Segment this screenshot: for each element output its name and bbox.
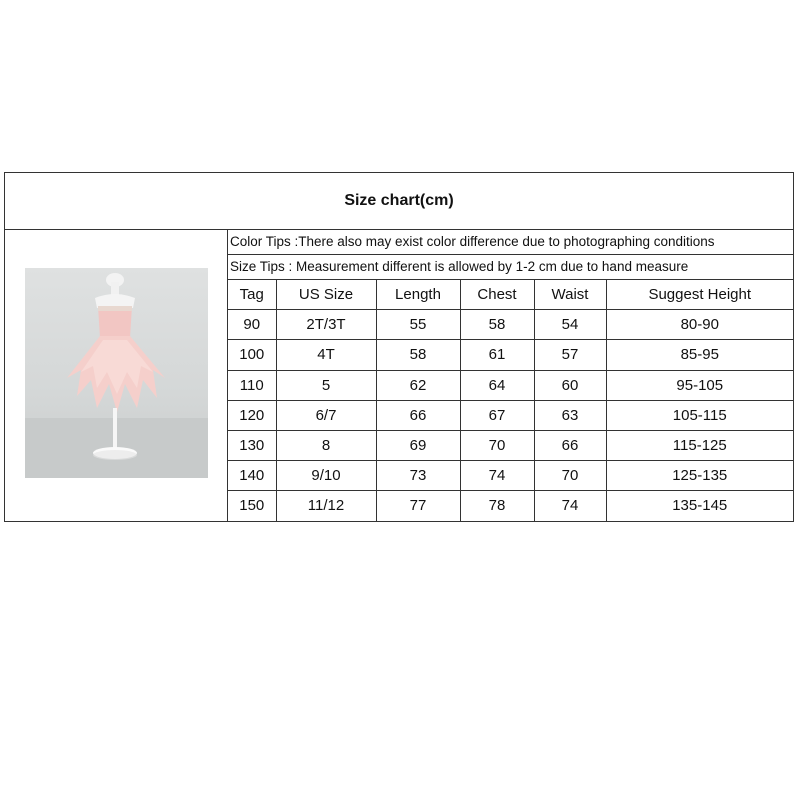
cell-suggest-height: 85-95	[606, 340, 793, 370]
cell-chest: 58	[460, 310, 534, 340]
cell-length: 69	[376, 430, 460, 460]
size-chart-sheet	[4, 172, 794, 522]
cell-waist: 63	[534, 400, 606, 430]
cell-length: 55	[376, 310, 460, 340]
cell-suggest-height: 125-135	[606, 461, 793, 491]
cell-length: 58	[376, 340, 460, 370]
cell-waist: 54	[534, 310, 606, 340]
col-header-tag: Tag	[228, 280, 276, 310]
cell-suggest-height: 115-125	[606, 430, 793, 460]
size-info-panel	[228, 230, 793, 521]
cell-us-size: 6/7	[276, 400, 376, 430]
cell-chest: 67	[460, 400, 534, 430]
cell-us-size: 2T/3T	[276, 310, 376, 340]
table-row	[228, 400, 793, 430]
cell-us-size: 11/12	[276, 491, 376, 521]
cell-tag: 100	[228, 340, 276, 370]
cell-tag: 90	[228, 310, 276, 340]
cell-length: 66	[376, 400, 460, 430]
pink-tutu-dress-icon	[25, 268, 208, 478]
cell-us-size: 5	[276, 370, 376, 400]
size-table-header-row	[228, 280, 793, 310]
col-header-length: Length	[376, 280, 460, 310]
cell-waist: 60	[534, 370, 606, 400]
table-row	[228, 310, 793, 340]
cell-tag: 150	[228, 491, 276, 521]
col-header-us-size: US Size	[276, 280, 376, 310]
cell-waist: 57	[534, 340, 606, 370]
size-tips: Size Tips : Measurement different is allowed by 1-2 cm due to hand measure	[228, 255, 793, 280]
cell-waist: 74	[534, 491, 606, 521]
cell-tag: 140	[228, 461, 276, 491]
cell-us-size: 8	[276, 430, 376, 460]
table-row	[228, 430, 793, 460]
cell-chest: 61	[460, 340, 534, 370]
cell-length: 73	[376, 461, 460, 491]
cell-waist: 66	[534, 430, 606, 460]
table-row	[228, 491, 793, 521]
cell-suggest-height: 95-105	[606, 370, 793, 400]
size-table	[228, 280, 793, 521]
cell-us-size: 4T	[276, 340, 376, 370]
cell-suggest-height: 135-145	[606, 491, 793, 521]
cell-chest: 74	[460, 461, 534, 491]
table-row	[228, 461, 793, 491]
col-header-suggest-height: Suggest Height	[606, 280, 793, 310]
col-header-chest: Chest	[460, 280, 534, 310]
table-row	[228, 340, 793, 370]
size-chart-title: Size chart(cm)	[5, 173, 793, 230]
cell-chest: 70	[460, 430, 534, 460]
cell-suggest-height: 80-90	[606, 310, 793, 340]
cell-us-size: 9/10	[276, 461, 376, 491]
table-row	[228, 370, 793, 400]
col-header-waist: Waist	[534, 280, 606, 310]
cell-waist: 70	[534, 461, 606, 491]
color-tips: Color Tips :There also may exist color difference due to photographing conditions	[228, 230, 793, 255]
cell-suggest-height: 105-115	[606, 400, 793, 430]
cell-chest: 78	[460, 491, 534, 521]
cell-tag: 120	[228, 400, 276, 430]
dress-photo	[25, 268, 208, 478]
cell-length: 62	[376, 370, 460, 400]
cell-length: 77	[376, 491, 460, 521]
product-photo-cell	[5, 230, 228, 521]
cell-chest: 64	[460, 370, 534, 400]
cell-tag: 110	[228, 370, 276, 400]
cell-tag: 130	[228, 430, 276, 460]
